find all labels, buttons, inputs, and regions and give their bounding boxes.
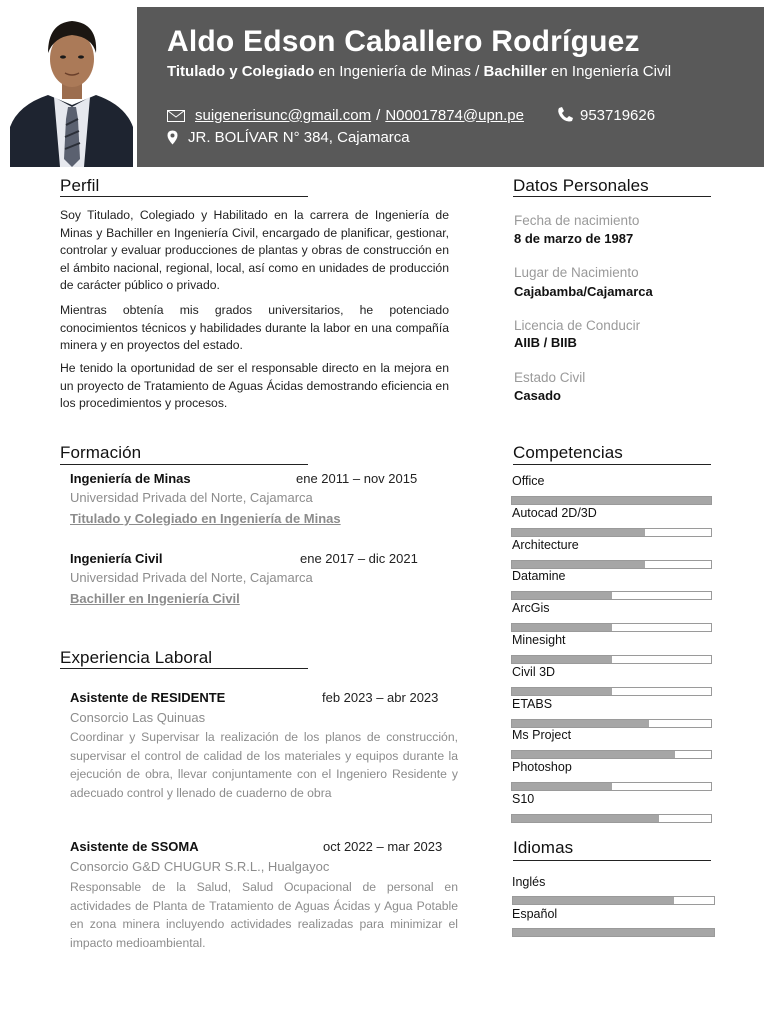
skill-level-fill	[512, 592, 612, 599]
education-degree: Titulado y Colegiado en Ingeniería de Minas	[70, 511, 341, 526]
address-line	[167, 129, 410, 146]
job-description: Coordinar y Supervisar la realización de los planos de construcción, supervisar el control de calidad de los materiales y equipos durante la ejecución de obra, llevar conjuntamente con el Ingeniero Residente y adecuado control y llenado de cuaderno de obra	[70, 730, 458, 800]
email-separator: /	[376, 106, 381, 124]
education-dates: ene 2011 – nov 2015	[296, 471, 418, 486]
phone-icon	[556, 106, 574, 124]
envelope-icon	[167, 109, 185, 121]
skill-level-fill	[512, 688, 612, 695]
job-company: Consorcio Las Quinuas	[70, 710, 206, 725]
perfil-paragraph-2: Mientras obtenía mis grados universitarios, he potenciado conocimientos técnicos y habilidades durante la labor en una compañía minera y en proyectos del estado.	[60, 303, 449, 352]
skill-level-bar	[511, 750, 712, 759]
section-title-perfil: Perfil	[60, 176, 100, 195]
skill-label: Minesight	[512, 633, 566, 647]
language-level-fill	[513, 929, 714, 936]
info-label-birthdate: Fecha de nacimiento	[514, 213, 640, 228]
education-title: Ingeniería de Minas	[70, 471, 191, 486]
skill-level-bar	[511, 655, 712, 664]
skill-label: ArcGis	[512, 601, 550, 616]
section-title-experiencia: Experiencia Laboral	[60, 648, 213, 667]
phone-contact	[556, 106, 655, 124]
skill-label: Ms Project	[512, 728, 572, 743]
info-label-civil-status: Estado Civil	[514, 370, 586, 385]
skill-level-bar	[511, 560, 712, 569]
education-title: Ingeniería Civil	[70, 551, 163, 566]
info-value-license: AIIB / BIIB	[514, 335, 577, 350]
language-label: Inglés	[512, 875, 546, 889]
language-label: Español	[512, 907, 558, 921]
email-link-primary[interactable]: suigenerisunc@gmail.com	[195, 106, 372, 124]
language-level-fill	[513, 897, 674, 904]
perfil-paragraph-3: He tenido la oportunidad de ser el responsable directo en la mejora en un proyecto de Tratamiento de Aguas Ácidas demostrando eficiencia en los procedimientos y procesos.	[60, 361, 449, 410]
skill-level-fill	[512, 783, 612, 790]
skill-level-fill	[512, 497, 711, 504]
job-description: Responsable de la Salud, Salud Ocupacional de personal en actividades de Planta de Tratamiento de Aguas Ácidas y Agua Potable en zona minera incluyendo actividades realizadas para minimizar el impacto medioambiental.	[70, 880, 458, 950]
info-value-birthplace: Cajabamba/Cajamarca	[514, 284, 653, 299]
section-title-idiomas: Idiomas	[513, 838, 574, 857]
perfil-paragraph-1: Soy Titulado, Colegiado y Habilitado en la carrera de Ingeniería de Minas y Bachiller en Ingeniería Civil, encargado de planificar, gestionar, controlar y evaluar producciones de plantas y obras de construcción en el ámbito nacional, regional, local, así como en unidades de producción de carácter público o privado.	[60, 208, 449, 292]
skill-level-fill	[512, 751, 675, 758]
candidate-subtitle	[167, 63, 671, 80]
section-divider	[513, 860, 711, 861]
info-value-civil-status: Casado	[514, 388, 561, 403]
skill-label: Autocad 2D/3D	[512, 505, 597, 520]
skill-level-fill	[512, 624, 612, 631]
skill-level-bar	[511, 496, 712, 505]
skill-level-fill	[512, 529, 645, 536]
job-company: Consorcio G&D CHUGUR S.R.L., Hualgayoc	[70, 859, 330, 874]
job-dates: feb 2023 – abr 2023	[322, 690, 439, 705]
skill-label: Architecture	[512, 537, 579, 552]
skill-level-bar	[511, 591, 712, 600]
candidate-name: Aldo Edson Caballero Rodríguez	[167, 25, 640, 58]
skill-level-fill	[512, 815, 659, 822]
education-dates: ene 2017 – dic 2021	[300, 551, 418, 566]
skill-level-bar	[511, 528, 712, 537]
education-institution: Universidad Privada del Norte, Cajamarca	[70, 570, 313, 585]
education-institution: Universidad Privada del Norte, Cajamarca	[70, 490, 313, 505]
contact-line	[167, 106, 655, 124]
email-link-secondary[interactable]: N00017874@upn.pe	[385, 106, 524, 124]
skill-level-bar	[511, 782, 712, 791]
location-pin-icon	[167, 130, 178, 145]
address-text: JR. BOLÍVAR N° 384, Cajamarca	[188, 129, 410, 146]
language-level-bar	[512, 928, 715, 937]
info-label-license: Licencia de Conducir	[514, 318, 641, 333]
subtitle-titulado: Titulado y Colegiado	[167, 63, 315, 80]
language-level-bar	[512, 896, 715, 905]
info-label-birthplace: Lugar de Nacimiento	[514, 265, 639, 280]
skill-label: ETABS	[512, 696, 553, 711]
skill-label: Office	[512, 474, 545, 488]
skill-level-fill	[512, 561, 645, 568]
education-degree: Bachiller en Ingeniería Civil	[70, 591, 240, 606]
skill-label: Datamine	[512, 569, 566, 584]
job-dates: oct 2022 – mar 2023	[323, 839, 443, 854]
skill-level-bar	[511, 719, 712, 728]
section-title-formacion: Formación	[60, 443, 142, 462]
section-divider	[60, 668, 308, 669]
subtitle-bachiller: Bachiller	[483, 63, 547, 80]
skill-label: Photoshop	[512, 760, 572, 775]
job-title: Asistente de RESIDENTE	[70, 690, 226, 705]
phone-number: 953719626	[580, 106, 656, 124]
subtitle-minas: en Ingeniería de Minas /	[314, 63, 484, 80]
info-value-birthdate: 8 de marzo de 1987	[514, 231, 634, 246]
section-title-competencias: Competencias	[513, 443, 623, 462]
section-divider	[60, 196, 308, 197]
header-banner	[137, 7, 764, 167]
skill-level-bar	[511, 814, 712, 823]
subtitle-civil: en Ingeniería Civil	[546, 63, 672, 80]
skill-level-bar	[511, 623, 712, 632]
section-divider	[513, 464, 711, 465]
section-divider	[60, 464, 308, 465]
job-title: Asistente de SSOMA	[70, 839, 199, 854]
skill-label: Civil 3D	[512, 664, 556, 679]
section-title-datos-personales: Datos Personales	[513, 176, 649, 195]
section-divider	[513, 196, 711, 197]
profile-photo	[10, 7, 133, 167]
skill-level-bar	[511, 687, 712, 696]
skill-level-fill	[512, 720, 649, 727]
skill-level-fill	[512, 656, 612, 663]
skill-label: S10	[512, 792, 535, 806]
